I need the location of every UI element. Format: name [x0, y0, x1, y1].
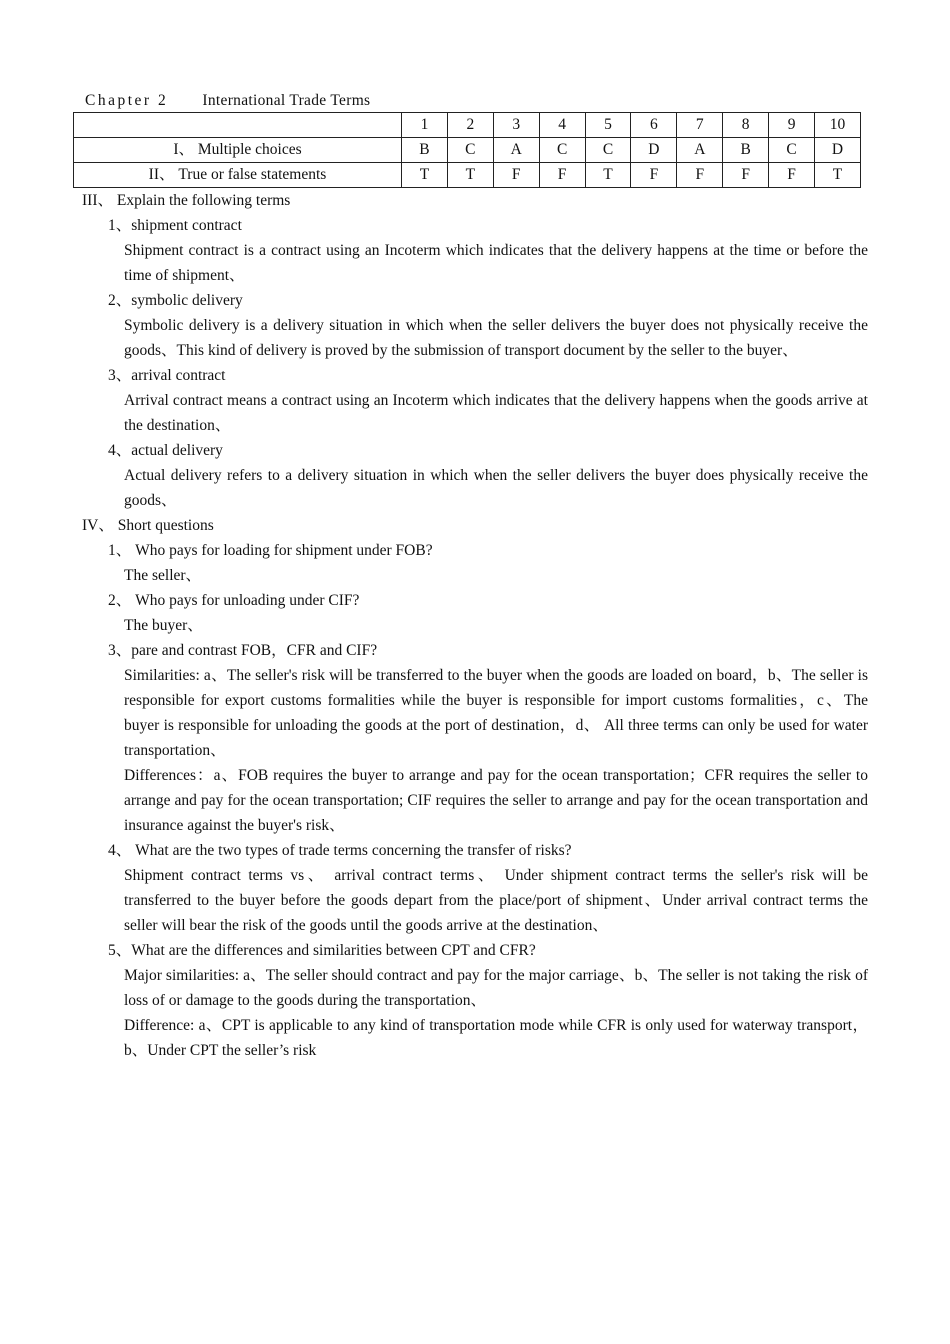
- section-heading: IV、 Short questions: [82, 517, 214, 534]
- answer-table: [73, 112, 861, 188]
- answer-cell: T: [402, 163, 448, 188]
- question: 2、 Who pays for unloading under CIF?: [108, 592, 360, 609]
- answer: Shipment contract terms vs、 arrival contract terms、 Under shipment contract terms the seller's risk will be transferred to the buyer before the goods depart from the place/port of shipment、Under arrival contract terms the seller will bear the risk of the goods until the goods arrive at the destination、: [124, 867, 868, 934]
- table-header-cell: [74, 113, 402, 138]
- table-header-cell: 9: [769, 113, 815, 138]
- answer-cell: F: [539, 163, 585, 188]
- question: 4、 What are the two types of trade terms concerning the transfer of risks?: [108, 842, 572, 859]
- table-header-cell: 7: [677, 113, 723, 138]
- answer: Differences：a、FOB requires the buyer to arrange and pay for the ocean transportation；CFR requires the seller to arrange and pay for the ocean transportation; CIF requires the seller to arrange and pay for the ocean transportation and insurance against the buyer's risk、: [124, 767, 868, 834]
- table-header-cell: 4: [539, 113, 585, 138]
- answer-cell: T: [815, 163, 861, 188]
- table-header-cell: 8: [723, 113, 769, 138]
- answer-cell: F: [769, 163, 815, 188]
- answer: Similarities: a、The seller's risk will be transferred to the buyer when the goods are loaded on board，b、The seller is responsible for export customs formalities while the buyer is responsible for import customs formalities，c、The buyer is responsible for unloading the goods at the port of destination，d、 All three terms can only be used for water transportation、: [124, 667, 868, 759]
- answer: The buyer、: [124, 617, 203, 634]
- answer-cell: F: [631, 163, 677, 188]
- answer-cell: F: [723, 163, 769, 188]
- answer-cell: F: [677, 163, 723, 188]
- table-header-row: [74, 113, 861, 138]
- chapter-title: [85, 88, 370, 113]
- answer-cell: B: [402, 138, 448, 163]
- answer-cell: C: [447, 138, 493, 163]
- table-header-cell: 2: [447, 113, 493, 138]
- term-definition: Symbolic delivery is a delivery situation in which when the seller delivers the buyer does not physically receive the goods、This kind of delivery is proved by the submission of transport document by the seller to the buyer、: [124, 317, 868, 359]
- section-heading: III、 Explain the following terms: [82, 192, 291, 209]
- answer-cell: A: [677, 138, 723, 163]
- document-body: [0, 188, 950, 1063]
- table-header-cell: 1: [402, 113, 448, 138]
- chapter-number: Chapter 2: [85, 92, 169, 109]
- answer-cell: B: [723, 138, 769, 163]
- answer-cell: D: [815, 138, 861, 163]
- term-heading: 3、arrival contract: [108, 367, 226, 384]
- question: 3、pare and contrast FOB，CFR and CIF?: [108, 642, 378, 659]
- term-definition: Actual delivery refers to a delivery situation in which when the seller delivers the buyer does physically receive the goods、: [124, 467, 868, 509]
- table-row: [74, 163, 861, 188]
- answer-cell: A: [493, 138, 539, 163]
- question: 1、 Who pays for loading for shipment under FOB?: [108, 542, 433, 559]
- term-heading: 1、shipment contract: [108, 217, 242, 234]
- term-heading: 2、symbolic delivery: [108, 292, 243, 309]
- answer: The seller、: [124, 567, 202, 584]
- table-header-cell: 3: [493, 113, 539, 138]
- table-header-cell: 5: [585, 113, 631, 138]
- answer-cell: C: [769, 138, 815, 163]
- question: 5、What are the differences and similarities between CPT and CFR?: [108, 942, 536, 959]
- answer-cell: F: [493, 163, 539, 188]
- answer: Difference: a、CPT is applicable to any kind of transportation mode while CFR is only used for waterway transport，b、Under CPT the seller’s risk: [124, 1017, 868, 1059]
- answer-cell: T: [585, 163, 631, 188]
- term-definition: Arrival contract means a contract using an Incoterm which indicates that the delivery happens when the goods arrive at the destination、: [124, 392, 868, 434]
- answer: Major similarities: a、The seller should contract and pay for the major carriage、b、The seller is not taking the risk of loss of or damage to the goods during the transportation、: [124, 967, 868, 1009]
- table-header-cell: 10: [815, 113, 861, 138]
- chapter-name: International Trade Terms: [202, 92, 371, 109]
- answer-cell: C: [585, 138, 631, 163]
- answer-cell: T: [447, 163, 493, 188]
- row-label: I、 Multiple choices: [74, 138, 402, 163]
- answer-cell: D: [631, 138, 677, 163]
- term-heading: 4、actual delivery: [108, 442, 223, 459]
- table-header-cell: 6: [631, 113, 677, 138]
- row-label: II、 True or false statements: [74, 163, 402, 188]
- answer-cell: C: [539, 138, 585, 163]
- table-row: [74, 138, 861, 163]
- term-definition: Shipment contract is a contract using an Incoterm which indicates that the delivery happens at the time or before the time of shipment、: [124, 242, 868, 284]
